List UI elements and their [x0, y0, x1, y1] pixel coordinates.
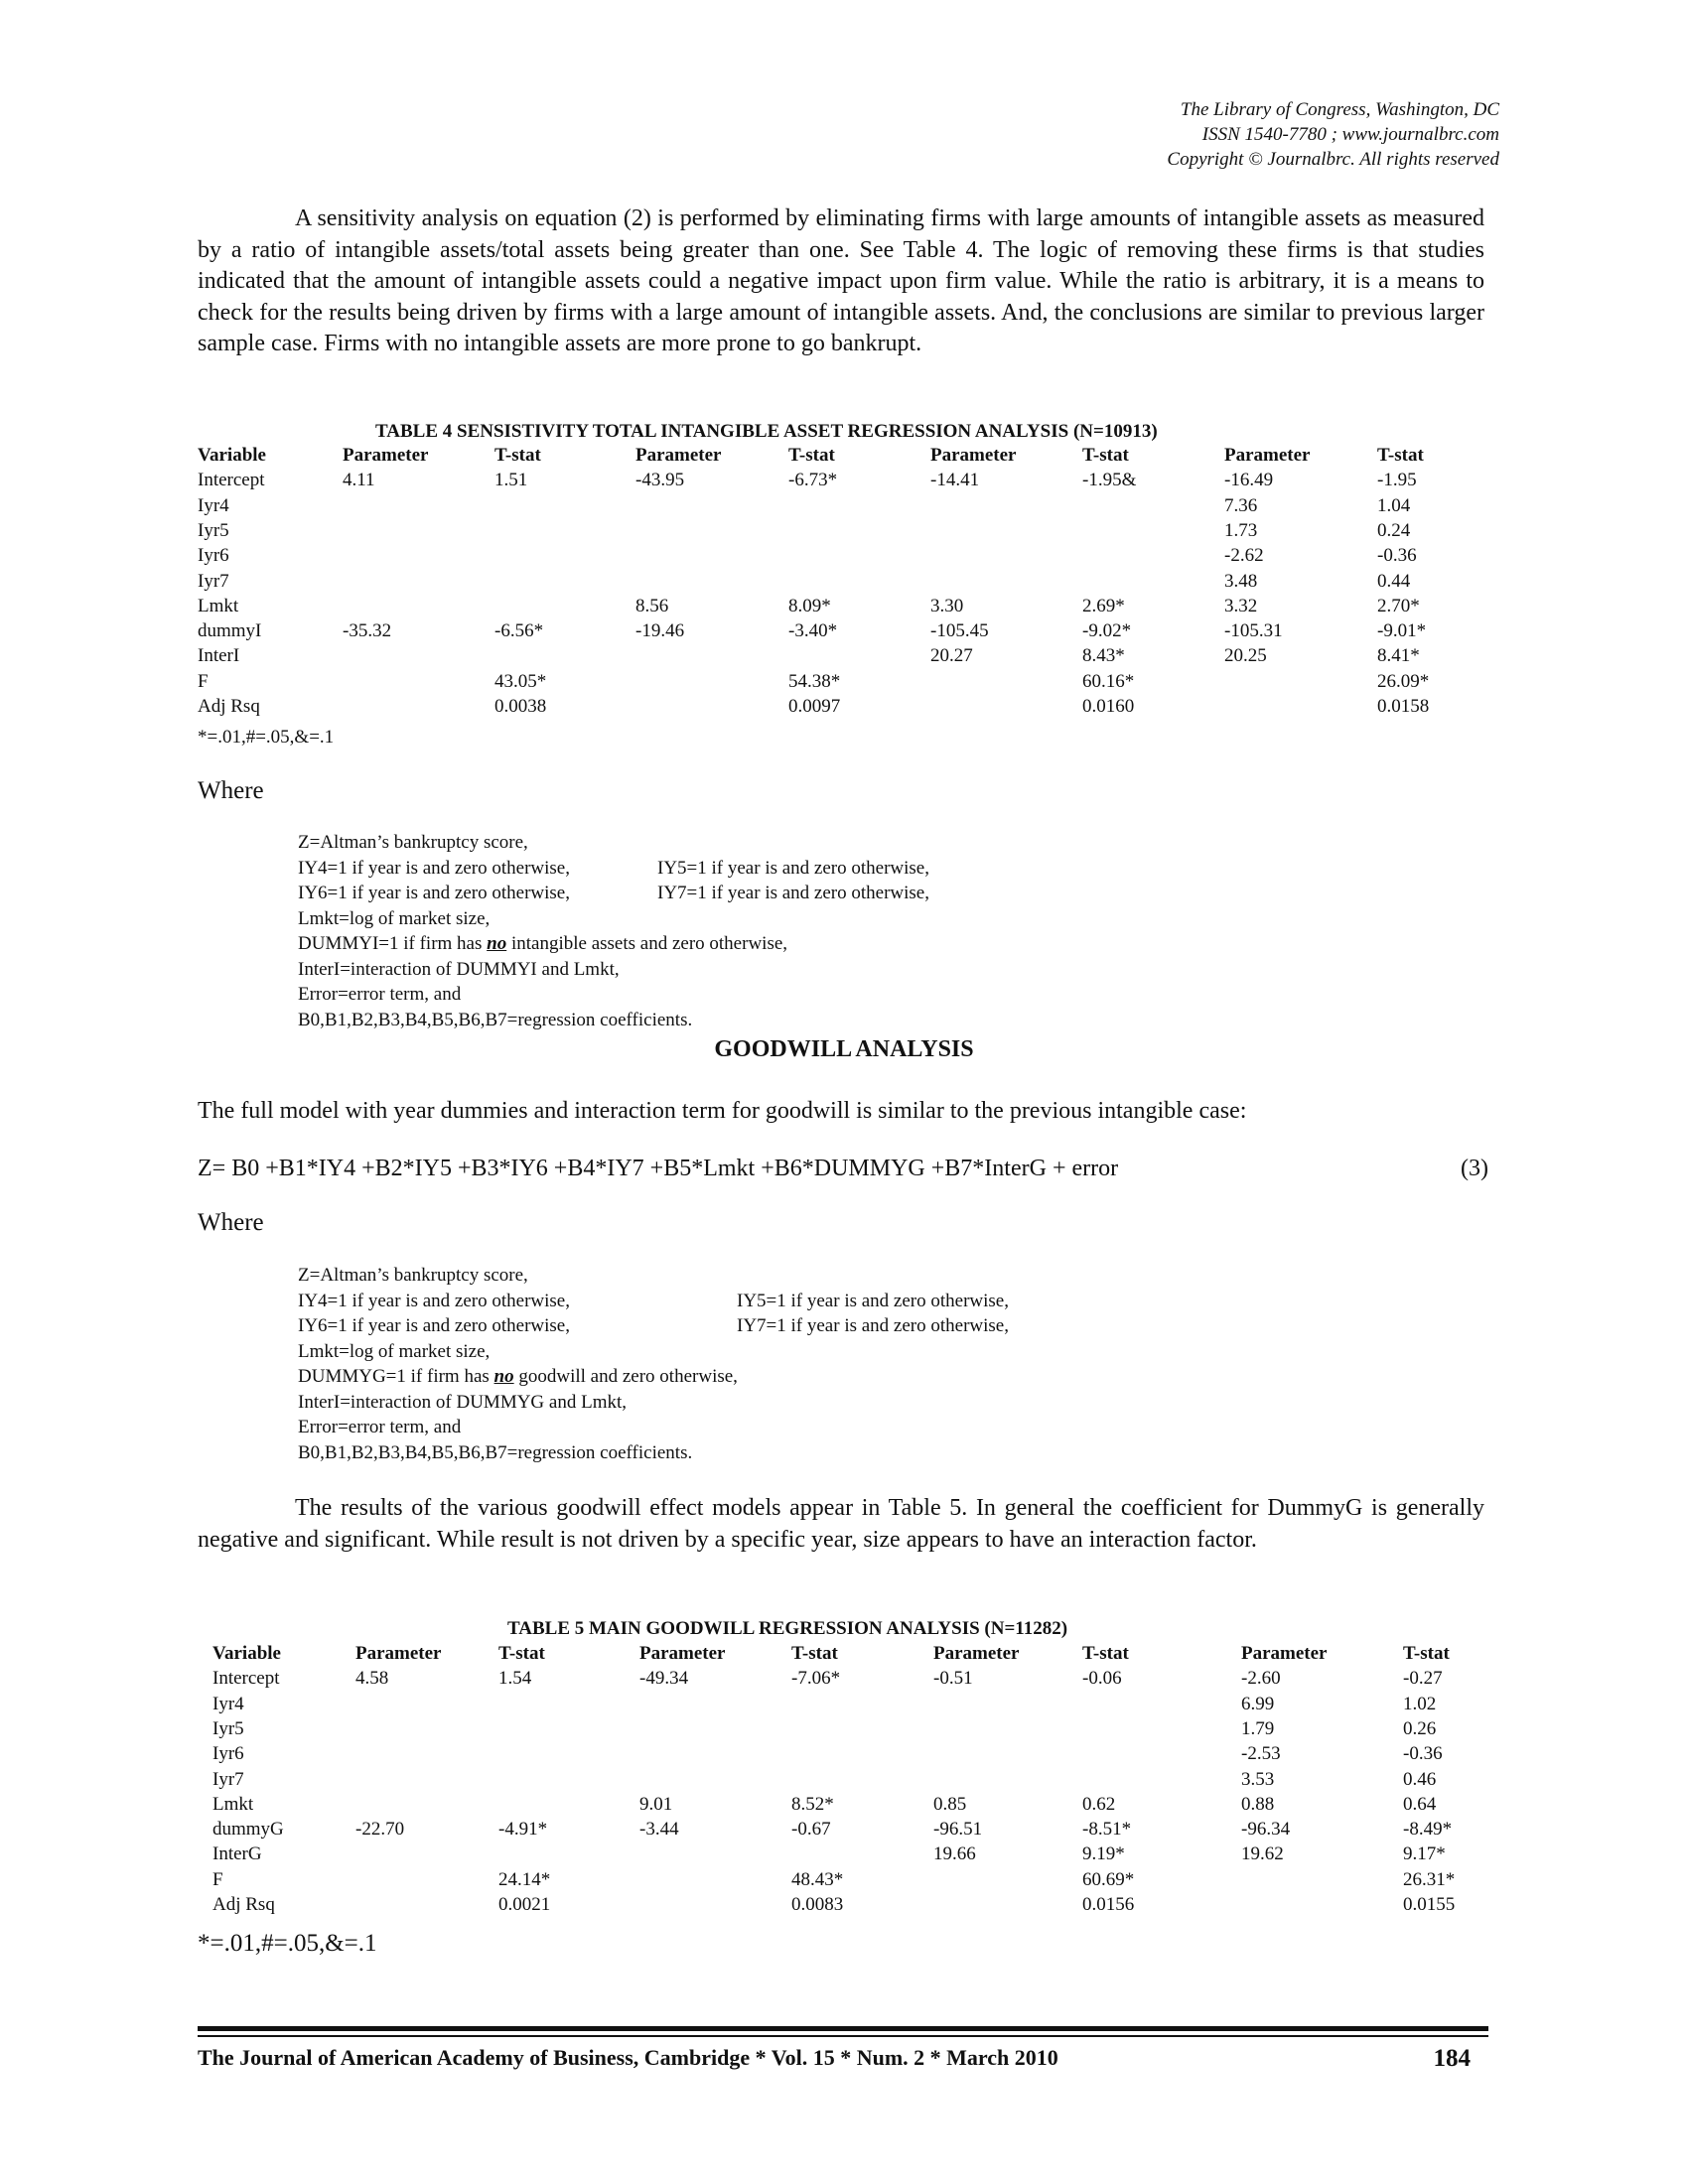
- column-header: Parameter: [635, 445, 722, 466]
- table4-note: *=.01,#=.05,&=.1: [198, 727, 335, 748]
- table-row: [198, 596, 1488, 620]
- table-cell: -3.40*: [788, 620, 838, 642]
- row-label: Iyr5: [198, 519, 229, 541]
- definition-line: [298, 1339, 738, 1365]
- table-row: [198, 1819, 1488, 1843]
- definition-text: DUMMYG=1 if firm has: [298, 1366, 494, 1387]
- definition-line: [298, 906, 787, 932]
- table-cell: -96.34: [1241, 1819, 1291, 1841]
- table-cell: 4.58: [355, 1668, 389, 1690]
- definition-text: IY5=1 if year is and zero otherwise,: [737, 1290, 1009, 1311]
- table-row: [198, 645, 1488, 670]
- table-row: [198, 571, 1488, 596]
- table-cell: -2.60: [1241, 1668, 1281, 1690]
- table-cell: 3.53: [1241, 1768, 1275, 1790]
- page-footer: [198, 2045, 1488, 2071]
- row-label: Iyr6: [198, 545, 229, 567]
- definition-line: [298, 1440, 738, 1466]
- table-cell: 0.0097: [788, 696, 841, 717]
- definition-text: Error=error term, and: [298, 1417, 462, 1437]
- table-cell: 0.24: [1377, 519, 1411, 541]
- table-cell: -49.34: [639, 1668, 689, 1690]
- table-row: [198, 1694, 1488, 1718]
- row-label: Adj Rsq: [212, 1894, 275, 1915]
- definition-text: IY7=1 if year is and zero otherwise,: [657, 883, 929, 903]
- intro-paragraph: [198, 204, 1484, 360]
- table-cell: -22.70: [355, 1819, 405, 1841]
- where-label-2: Where: [198, 1209, 264, 1236]
- definition-line: [298, 881, 929, 906]
- table-cell: -0.27: [1403, 1668, 1443, 1690]
- row-label: Intercept: [212, 1668, 280, 1690]
- table-cell: -16.49: [1224, 470, 1274, 491]
- section-title: GOODWILL ANALYSIS: [714, 1036, 974, 1062]
- emphasis-no: no: [487, 933, 507, 954]
- results-paragraph: [198, 1493, 1484, 1556]
- where-label-1: Where: [198, 777, 264, 804]
- column-header: T-stat: [1082, 445, 1129, 466]
- column-header: Parameter: [1224, 445, 1311, 466]
- table-cell: 60.69*: [1082, 1868, 1135, 1890]
- equation-text: Z= B0 +B1*IY4 +B2*IY5 +B3*IY6 +B4*IY7 +B5*Lmkt +B6*DUMMYG +B7*InterG + error: [198, 1156, 1119, 1181]
- header-line-3: Copyright © Journalbrc. All rights reserved: [1167, 149, 1499, 170]
- row-label: Intercept: [198, 470, 265, 491]
- definition-line: [298, 856, 929, 882]
- table-cell: 20.25: [1224, 645, 1267, 667]
- table-cell: 0.0156: [1082, 1894, 1135, 1915]
- table-cell: 0.88: [1241, 1793, 1275, 1815]
- where-definitions-2: [298, 1263, 1009, 1465]
- definition-text: B0,B1,B2,B3,B4,B5,B6,B7=regression coefficients.: [298, 1441, 693, 1463]
- definition-line: [298, 1390, 738, 1416]
- row-label: F: [212, 1868, 223, 1890]
- table5-header-row: [198, 1643, 1488, 1668]
- table-cell: -2.62: [1224, 545, 1264, 567]
- table-cell: 0.0158: [1377, 696, 1430, 717]
- column-header: T-stat: [1403, 1643, 1450, 1664]
- table-cell: -6.56*: [494, 620, 544, 642]
- table-cell: -7.06*: [791, 1668, 841, 1690]
- column-header: T-stat: [498, 1643, 545, 1664]
- row-label: Iyr7: [212, 1768, 244, 1790]
- table-cell: 1.79: [1241, 1717, 1275, 1739]
- definition-text: Error=error term, and: [298, 984, 462, 1005]
- table-cell: 7.36: [1224, 494, 1258, 516]
- table-cell: 0.0155: [1403, 1894, 1456, 1915]
- row-label: InterG: [212, 1843, 262, 1865]
- definition-line: [298, 830, 787, 856]
- table-cell: 6.99: [1241, 1693, 1275, 1714]
- row-label: F: [198, 670, 209, 692]
- definition-line: [298, 1263, 738, 1289]
- table-cell: 0.0083: [791, 1894, 844, 1915]
- table5-note: *=.01,#=.05,&=.1: [198, 1930, 377, 1957]
- table-cell: 0.0021: [498, 1894, 551, 1915]
- table-cell: 1.73: [1224, 519, 1258, 541]
- table-cell: 2.70*: [1377, 595, 1420, 616]
- table-cell: 60.16*: [1082, 670, 1135, 692]
- column-header: T-stat: [1082, 1643, 1129, 1664]
- table-cell: 3.48: [1224, 570, 1258, 592]
- table-cell: -1.95: [1377, 470, 1417, 491]
- row-label: Iyr5: [212, 1717, 244, 1739]
- definition-line: [298, 1313, 1009, 1339]
- table-cell: -43.95: [635, 470, 685, 491]
- footer-rule-thick: [198, 2026, 1488, 2031]
- definition-text: Z=Altman’s bankruptcy score,: [298, 1265, 528, 1286]
- header-line-2: ISSN 1540-7780 ; www.journalbrc.com: [1201, 124, 1499, 145]
- table-cell: 2.69*: [1082, 595, 1125, 616]
- equation-3: [198, 1156, 1488, 1182]
- column-header: Parameter: [639, 1643, 726, 1664]
- header-line-1: The Library of Congress, Washington, DC: [1180, 99, 1499, 120]
- table-row: [198, 1869, 1488, 1894]
- table-cell: 0.0038: [494, 696, 547, 717]
- table-cell: 8.09*: [788, 595, 831, 616]
- table-cell: 8.52*: [791, 1793, 834, 1815]
- table-row: [198, 1769, 1488, 1794]
- table-cell: -8.49*: [1403, 1819, 1453, 1841]
- table-cell: 9.19*: [1082, 1843, 1125, 1865]
- table-row: [198, 620, 1488, 645]
- definition-line: [298, 1008, 787, 1033]
- column-header: T-stat: [494, 445, 541, 466]
- table-cell: 0.46: [1403, 1768, 1437, 1790]
- footer-rule-thin: [198, 2035, 1488, 2037]
- definition-text: Lmkt=log of market size,: [298, 907, 491, 929]
- results-paragraph-text: The results of the various goodwill effect models appear in Table 5. In general the coefficient for DummyG is generally negative and significant. While result is not driven by a specific year, size appears to have an interaction factor.: [198, 1495, 1484, 1553]
- table-row: [198, 696, 1488, 721]
- table-cell: 1.51: [494, 470, 528, 491]
- goodwill-intro: The full model with year dummies and interaction term for goodwill is similar to the previous intangible case:: [198, 1098, 1247, 1124]
- column-header: Parameter: [1241, 1643, 1328, 1664]
- definition-text: DUMMYI=1 if firm has: [298, 933, 488, 954]
- footer-journal: The Journal of American Academy of Business, Cambridge * Vol. 15 * Num. 2 * March 2010: [198, 2045, 1058, 2070]
- table-cell: -0.36: [1377, 545, 1417, 567]
- table-cell: 4.11: [343, 470, 375, 491]
- table-cell: -19.46: [635, 620, 685, 642]
- definition-line: [298, 982, 787, 1008]
- page-number: 184: [1433, 2045, 1471, 2072]
- table-cell: 24.14*: [498, 1868, 551, 1890]
- definition-text: InterI=interaction of DUMMYI and Lmkt,: [298, 958, 620, 980]
- definition-line: [298, 1364, 738, 1390]
- table-cell: 1.54: [498, 1668, 532, 1690]
- table-cell: 8.41*: [1377, 645, 1420, 667]
- table4-caption: TABLE 4 SENSISTIVITY TOTAL INTANGIBLE ASSET REGRESSION ANALYSIS (N=10913): [375, 421, 1158, 442]
- table-cell: -4.91*: [498, 1819, 548, 1841]
- definition-text: IY6=1 if year is and zero otherwise,: [298, 1315, 570, 1336]
- table5-caption: TABLE 5 MAIN GOODWILL REGRESSION ANALYSIS (N=11282): [507, 1618, 1068, 1639]
- table-cell: -9.01*: [1377, 620, 1427, 642]
- column-header: T-stat: [1377, 445, 1424, 466]
- table-cell: 48.43*: [791, 1868, 844, 1890]
- column-header: Variable: [198, 445, 266, 466]
- column-header: T-stat: [788, 445, 835, 466]
- table-cell: -8.51*: [1082, 1819, 1132, 1841]
- table-cell: 3.32: [1224, 595, 1258, 616]
- table-row: [198, 1743, 1488, 1768]
- table-cell: -6.73*: [788, 470, 838, 491]
- row-label: Lmkt: [212, 1793, 254, 1815]
- table-cell: 1.04: [1377, 494, 1411, 516]
- definition-line: [298, 957, 787, 983]
- column-header: Parameter: [930, 445, 1017, 466]
- table-cell: 26.31*: [1403, 1868, 1456, 1890]
- table4-header-row: [198, 445, 1488, 470]
- table-cell: 20.27: [930, 645, 973, 667]
- definition-text: IY4=1 if year is and zero otherwise,: [298, 1290, 570, 1311]
- row-label: Adj Rsq: [198, 696, 260, 717]
- table-row: [198, 545, 1488, 570]
- table-cell: -0.51: [933, 1668, 973, 1690]
- row-label: Lmkt: [198, 595, 239, 616]
- column-header: T-stat: [791, 1643, 838, 1664]
- definition-text: IY5=1 if year is and zero otherwise,: [657, 857, 929, 879]
- definition-text: InterI=interaction of DUMMYG and Lmkt,: [298, 1391, 627, 1413]
- definition-line: [298, 1415, 738, 1440]
- row-label: Iyr4: [212, 1693, 244, 1714]
- table-row: [198, 1894, 1488, 1919]
- row-label: Iyr6: [212, 1743, 244, 1765]
- definition-text: IY7=1 if year is and zero otherwise,: [737, 1315, 1009, 1336]
- emphasis-no: no: [493, 1366, 514, 1387]
- column-header: Parameter: [933, 1643, 1020, 1664]
- row-label: dummyI: [198, 620, 262, 642]
- table-cell: 8.56: [635, 595, 669, 616]
- definition-text: IY4=1 if year is and zero otherwise,: [298, 857, 570, 879]
- definition-text: IY6=1 if year is and zero otherwise,: [298, 883, 570, 903]
- intro-paragraph-text: A sensitivity analysis on equation (2) is performed by eliminating firms with large amounts of intangible assets as measured by a ratio of intangible assets/total assets being greater than one. See Table 4. The logic of removing these firms is that studies indicated that the amount of intangible assets could a negative impact upon firm value. While the ratio is arbitrary, it is a means to check for the results being driven by firms with a large amount of intangible assets. And, the conclusions are similar to previous larger sample case. Firms with no intangible assets are more prone to go bankrupt.: [198, 205, 1484, 356]
- definition-line: [298, 1289, 1009, 1314]
- table-cell: 0.64: [1403, 1793, 1437, 1815]
- column-header: Parameter: [355, 1643, 442, 1664]
- definition-text: B0,B1,B2,B3,B4,B5,B6,B7=regression coefficients.: [298, 1009, 693, 1030]
- equation-number: (3): [1461, 1156, 1488, 1181]
- table-cell: 0.62: [1082, 1793, 1116, 1815]
- table-cell: 8.43*: [1082, 645, 1125, 667]
- table-cell: -1.95&: [1082, 470, 1137, 491]
- table-cell: 0.26: [1403, 1717, 1437, 1739]
- table-cell: -96.51: [933, 1819, 983, 1841]
- table-row: [198, 1668, 1488, 1693]
- column-header: Parameter: [343, 445, 429, 466]
- table-cell: 0.44: [1377, 570, 1411, 592]
- table-cell: 54.38*: [788, 670, 841, 692]
- definition-text: Lmkt=log of market size,: [298, 1340, 491, 1362]
- definition-text: Z=Altman’s bankruptcy score,: [298, 832, 528, 853]
- table-cell: 26.09*: [1377, 670, 1430, 692]
- table-row: [198, 1843, 1488, 1868]
- table-cell: -105.31: [1224, 620, 1283, 642]
- table-row: [198, 520, 1488, 545]
- definition-line: [298, 931, 787, 957]
- table-row: [198, 495, 1488, 520]
- table-cell: 0.85: [933, 1793, 967, 1815]
- table-cell: -14.41: [930, 470, 980, 491]
- table-cell: 9.01: [639, 1793, 673, 1815]
- row-label: Iyr7: [198, 570, 229, 592]
- table-row: [198, 1794, 1488, 1819]
- table-cell: -9.02*: [1082, 620, 1132, 642]
- table-cell: 19.62: [1241, 1843, 1284, 1865]
- table-row: [198, 671, 1488, 696]
- table-cell: 1.02: [1403, 1693, 1437, 1714]
- table-cell: -0.06: [1082, 1668, 1122, 1690]
- table-row: [198, 470, 1488, 494]
- row-label: dummyG: [212, 1819, 284, 1841]
- column-header: Variable: [212, 1643, 281, 1664]
- table-cell: 19.66: [933, 1843, 976, 1865]
- definition-text: intangible assets and zero otherwise,: [506, 933, 788, 954]
- table-cell: -2.53: [1241, 1743, 1281, 1765]
- row-label: Iyr4: [198, 494, 229, 516]
- table-cell: -0.36: [1403, 1743, 1443, 1765]
- where-definitions-1: [298, 830, 929, 1032]
- journal-header: [1167, 97, 1499, 172]
- table-cell: -3.44: [639, 1819, 679, 1841]
- table-cell: 43.05*: [494, 670, 547, 692]
- definition-text: goodwill and zero otherwise,: [513, 1366, 738, 1387]
- table-cell: 9.17*: [1403, 1843, 1446, 1865]
- table-cell: -35.32: [343, 620, 392, 642]
- table-cell: 3.30: [930, 595, 964, 616]
- table-cell: -0.67: [791, 1819, 831, 1841]
- table-row: [198, 1718, 1488, 1743]
- row-label: InterI: [198, 645, 240, 667]
- table-cell: 0.0160: [1082, 696, 1135, 717]
- table-cell: -105.45: [930, 620, 989, 642]
